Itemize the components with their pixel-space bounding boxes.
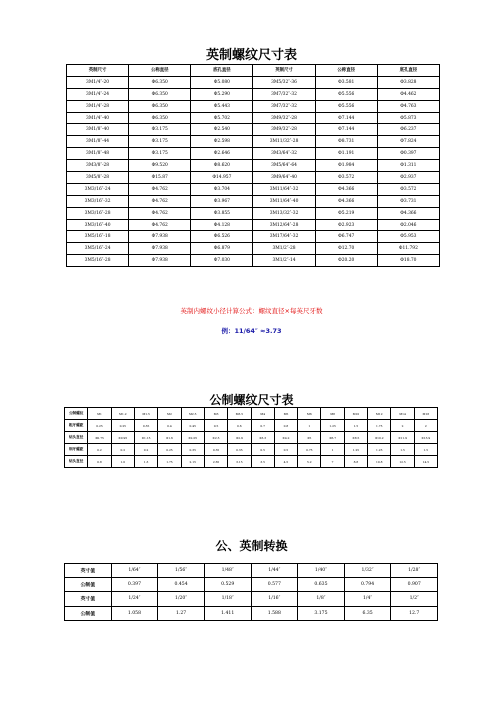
row-header: 英寸值 xyxy=(65,592,112,606)
table-cell: M1 xyxy=(88,408,111,420)
table-cell: Φ7.824 xyxy=(377,136,439,148)
table-cell: M2.5 xyxy=(181,408,204,420)
table-cell: 0.7 xyxy=(251,420,274,432)
table-cell: Φ2.937 xyxy=(377,172,439,184)
table-cell: 1.588 xyxy=(251,606,298,620)
table-cell: 0.6 xyxy=(228,420,251,432)
table-cell: Φ2.9 xyxy=(228,432,251,444)
table-cell: 1 xyxy=(298,420,321,432)
table-row xyxy=(67,100,440,112)
table-cell: 0.25 xyxy=(88,420,111,432)
table-cell: 1 xyxy=(321,444,344,456)
table-row xyxy=(67,160,440,172)
table-cell: Φ3.967 xyxy=(191,195,253,207)
table-cell: Φ3.581 xyxy=(315,76,377,88)
table-cell: Φ4.762 xyxy=(129,207,191,219)
table-cell: 4.5 xyxy=(274,456,297,468)
table-cell: 3M3/16″-28 xyxy=(67,207,129,219)
row-header: 钻头直径 xyxy=(65,432,88,444)
table-cell: Φ4.762 xyxy=(129,183,191,195)
table-cell: Φ5 xyxy=(298,432,321,444)
table-cell: 1.27 xyxy=(158,606,205,620)
table-row xyxy=(65,408,438,420)
table-cell: Φ6.7 xyxy=(321,432,344,444)
table-cell: 0.8 xyxy=(88,456,111,468)
table-cell: 3M5/32″-36 xyxy=(253,76,315,88)
table-cell: 5.2 xyxy=(298,456,321,468)
table-cell: 0.907 xyxy=(391,578,438,592)
table-cell: Φ1.984 xyxy=(315,160,377,172)
table-cell: 0.25 xyxy=(158,444,181,456)
table-cell: Φ4.763 xyxy=(377,100,439,112)
table-cell: 3.175 xyxy=(298,606,345,620)
table-cell: Φ5.873 xyxy=(377,112,439,124)
table-cell: 1.5 xyxy=(344,420,367,432)
table-cell: Φ12.70 xyxy=(315,243,377,255)
row-header: 公制值 xyxy=(65,606,112,620)
table-cell: 1.058 xyxy=(111,606,158,620)
table-row xyxy=(67,112,440,124)
table-cell: Φ2.05 xyxy=(181,432,204,444)
table-cell: M3 xyxy=(204,408,227,420)
table-cell: Φ1.311 xyxy=(377,160,439,172)
table-cell: 3M7/32″-32 xyxy=(253,88,315,100)
row-header: 粗牙螺距 xyxy=(65,420,88,432)
table-cell: 3M9/32″-28 xyxy=(253,112,315,124)
table-cell: Φ6.526 xyxy=(191,231,253,243)
table-cell: 1.3 xyxy=(134,456,157,468)
column-header: 公称直径 xyxy=(129,65,191,77)
table-cell: Φ18.70 xyxy=(377,255,439,267)
table-cell: 0.35 xyxy=(181,444,204,456)
table-cell: 3M5/16″-24 xyxy=(67,243,129,255)
table-row xyxy=(67,243,440,255)
table-cell: 3M13/32″-32 xyxy=(253,207,315,219)
table-cell: 3M1/4″-28 xyxy=(67,100,129,112)
table-cell: 1.25 xyxy=(344,444,367,456)
table-cell: Φ4.366 xyxy=(315,195,377,207)
table-cell: Φ8.5 xyxy=(344,432,367,444)
table-cell: Φ2.923 xyxy=(315,219,377,231)
column-header: 底孔直径 xyxy=(191,65,253,77)
table-cell: Φ5.702 xyxy=(191,112,253,124)
table-cell: 1.5 xyxy=(391,444,414,456)
table-cell: Φ3.828 xyxy=(377,76,439,88)
example-note: 例：11/64″ ≈3.73 xyxy=(221,327,282,335)
table-cell: 3M12/64″-28 xyxy=(253,219,315,231)
table-cell: 0.4 xyxy=(158,420,181,432)
table-cell: Φ7.030 xyxy=(191,255,253,267)
table-cell: 0.25 xyxy=(111,420,134,432)
table-cell: 3M1/2″-28 xyxy=(253,243,315,255)
table-cell: 0.35 xyxy=(204,444,227,456)
table-cell: 3M1/8″-48 xyxy=(67,148,129,160)
table-cell: Φ4.762 xyxy=(129,195,191,207)
table-cell: Φ3.572 xyxy=(377,183,439,195)
table-cell: 1/48″ xyxy=(204,564,251,578)
table-cell: 6.35 xyxy=(344,606,391,620)
table-cell: Φ6.879 xyxy=(191,243,253,255)
table-cell: Φ2.046 xyxy=(377,219,439,231)
table-cell: 12.7 xyxy=(391,606,438,620)
table-row xyxy=(67,76,440,88)
table-cell: Φ7.938 xyxy=(129,255,191,267)
table-cell: 3M5/64″-64 xyxy=(253,160,315,172)
table-cell: 3M1/8″-40 xyxy=(67,124,129,136)
table-cell: Φ4.366 xyxy=(377,207,439,219)
column-header: 底孔直径 xyxy=(377,65,439,77)
table-cell: Φ3.175 xyxy=(129,148,191,160)
table-cell: Φ6.350 xyxy=(129,76,191,88)
table-cell: 1/24″ xyxy=(111,592,158,606)
metric-thread-title: 公制螺纹尺寸表 xyxy=(209,393,294,407)
table-cell: 2.15 xyxy=(181,456,204,468)
row-header: 细牙螺距 xyxy=(65,444,88,456)
table-cell: Φ5.953 xyxy=(377,231,439,243)
table-cell: 3M9/64″-40 xyxy=(253,172,315,184)
imperial-thread-title: 英制螺纹尺寸表 xyxy=(205,48,297,63)
table-cell: M10 xyxy=(344,408,367,420)
table-cell: M1.5 xyxy=(134,408,157,420)
table-cell: 0.45 xyxy=(181,420,204,432)
table-cell: Φ9.520 xyxy=(129,160,191,172)
table-cell: 3M1/8″-44 xyxy=(67,136,129,148)
table-cell: 2 xyxy=(414,420,437,432)
table-row xyxy=(67,183,440,195)
table-cell: 3M1/4″-40 xyxy=(67,112,129,124)
column-header: 英制尺寸 xyxy=(67,65,129,77)
table-cell: 3M3/8″-28 xyxy=(67,160,129,172)
table-cell: M4 xyxy=(251,408,274,420)
formula-note: 英制内螺纹小径计算公式：螺纹直径×每英尺牙数 xyxy=(180,307,323,315)
table-cell: M5 xyxy=(274,408,297,420)
table-cell: Φ0.397 xyxy=(377,148,439,160)
table-row xyxy=(67,231,440,243)
table-cell: Φ7.144 xyxy=(315,112,377,124)
table-cell: Φ2.5 xyxy=(204,432,227,444)
table-cell: 0.397 xyxy=(111,578,158,592)
table-cell: M2 xyxy=(158,408,181,420)
table-cell: 0.35 xyxy=(134,420,157,432)
table-cell: Φ6.350 xyxy=(129,88,191,100)
table-cell: Φ4.128 xyxy=(191,219,253,231)
table-cell: 3M11/64″-32 xyxy=(253,183,315,195)
table-cell: 0.2 xyxy=(111,444,134,456)
table-row xyxy=(67,136,440,148)
table-cell: Φ5.080 xyxy=(191,76,253,88)
table-cell: 3M5/16″-28 xyxy=(67,255,129,267)
table-cell: 1.0 xyxy=(111,456,134,468)
table-cell: Φ4.2 xyxy=(274,432,297,444)
row-header: 公制值 xyxy=(65,578,112,592)
table-cell: 2 xyxy=(391,420,414,432)
table-cell: 3M3/64″-32 xyxy=(253,148,315,160)
table-cell: 0.8 xyxy=(274,420,297,432)
table-cell: 14.5 xyxy=(414,456,437,468)
metric-thread-table xyxy=(64,407,438,468)
table-cell: 3M1/2″-14 xyxy=(253,255,315,267)
table-row xyxy=(65,606,438,620)
table-cell: Φ3.855 xyxy=(191,207,253,219)
table-cell: Φ2.646 xyxy=(191,148,253,160)
table-cell: Φ6.350 xyxy=(129,100,191,112)
table-cell: 3M7/32″-32 xyxy=(253,100,315,112)
table-cell: 0.5 xyxy=(251,444,274,456)
table-row xyxy=(67,148,440,160)
table-cell: 1/2″ xyxy=(391,592,438,606)
table-cell: Φ4.366 xyxy=(315,183,377,195)
table-cell: Φ10.2 xyxy=(368,432,391,444)
table-cell: Φ3.731 xyxy=(377,195,439,207)
table-cell: Φ0.75 xyxy=(88,432,111,444)
table-cell: Φ1.15 xyxy=(134,432,157,444)
table-cell: Φ8.731 xyxy=(315,136,377,148)
table-cell: 3M11/32″-28 xyxy=(253,136,315,148)
table-cell: 3M3/16″-32 xyxy=(67,195,129,207)
table-cell: 3M3/16″-24 xyxy=(67,183,129,195)
table-cell: 1/32″ xyxy=(344,564,391,578)
table-cell: Φ2.540 xyxy=(191,124,253,136)
table-cell: M6 xyxy=(298,408,321,420)
table-row xyxy=(67,207,440,219)
table-row xyxy=(65,578,438,592)
column-header: 公称直径 xyxy=(315,65,377,77)
table-cell: Φ11.9 xyxy=(391,432,414,444)
table-cell: 1/16″ xyxy=(251,592,298,606)
table-cell: Φ5.443 xyxy=(191,100,253,112)
table-cell: Φ11.792 xyxy=(377,243,439,255)
table-cell: Φ4.462 xyxy=(377,88,439,100)
row-header: 公制螺纹 xyxy=(65,408,88,420)
table-header-row xyxy=(67,65,440,77)
table-cell: 1/8″ xyxy=(298,592,345,606)
table-cell: 3M3/16″-40 xyxy=(67,219,129,231)
table-cell: 3M1/4″-20 xyxy=(67,76,129,88)
table-cell: Φ3.572 xyxy=(315,172,377,184)
table-cell: Φ13.9 xyxy=(414,432,437,444)
table-cell: Φ20.20 xyxy=(315,255,377,267)
table-cell: 1.75 xyxy=(368,420,391,432)
table-row xyxy=(67,255,440,267)
table-cell: M14 xyxy=(391,408,414,420)
table-cell: Φ3.704 xyxy=(191,183,253,195)
table-cell: 7 xyxy=(321,456,344,468)
imperial-thread-table xyxy=(66,64,440,267)
table-cell: Φ3.3 xyxy=(251,432,274,444)
table-cell: 3.5 xyxy=(251,456,274,468)
table-cell: Φ4.762 xyxy=(129,219,191,231)
table-row xyxy=(65,592,438,606)
table-cell: Φ1.191 xyxy=(315,148,377,160)
table-cell: M16 xyxy=(414,408,437,420)
table-cell: 3M5/8″-28 xyxy=(67,172,129,184)
table-cell: 0.5 xyxy=(274,444,297,456)
table-cell: 0.794 xyxy=(344,578,391,592)
table-row xyxy=(65,456,438,468)
table-cell: 0.529 xyxy=(204,578,251,592)
table-cell: Φ6.747 xyxy=(315,231,377,243)
table-cell: 1/56″ xyxy=(158,564,205,578)
conversion-table xyxy=(64,563,438,621)
table-cell: Φ3.175 xyxy=(129,124,191,136)
table-cell: 3.15 xyxy=(228,456,251,468)
table-cell: 1/4″ xyxy=(344,592,391,606)
table-row xyxy=(67,195,440,207)
table-cell: 12.5 xyxy=(391,456,414,468)
table-row xyxy=(67,172,440,184)
table-cell: 1.25 xyxy=(321,420,344,432)
table-row xyxy=(65,420,438,432)
table-row xyxy=(67,88,440,100)
table-cell: Φ5.556 xyxy=(315,100,377,112)
table-cell: 0.2 xyxy=(134,444,157,456)
column-header: 英制尺寸 xyxy=(253,65,315,77)
table-cell: 1/28″ xyxy=(391,564,438,578)
table-cell: M8 xyxy=(321,408,344,420)
row-header: 钻头直径 xyxy=(65,456,88,468)
table-cell: Φ0.95 xyxy=(111,432,134,444)
table-cell: 3M1/4″-24 xyxy=(67,88,129,100)
table-cell: 0.35 xyxy=(228,444,251,456)
table-cell: 10.8 xyxy=(368,456,391,468)
table-cell: Φ7.144 xyxy=(315,124,377,136)
table-cell: 1.25 xyxy=(368,444,391,456)
table-row xyxy=(65,444,438,456)
table-cell: Φ5.219 xyxy=(315,207,377,219)
table-cell: Φ5.556 xyxy=(315,88,377,100)
table-cell: 3M17/64″-32 xyxy=(253,231,315,243)
table-cell: 1.5 xyxy=(414,444,437,456)
table-cell: Φ6.237 xyxy=(377,124,439,136)
table-cell: 0.577 xyxy=(251,578,298,592)
table-cell: 1/18″ xyxy=(204,592,251,606)
table-cell: 0.75 xyxy=(298,444,321,456)
table-cell: 1/40″ xyxy=(298,564,345,578)
table-row xyxy=(65,564,438,578)
table-row xyxy=(65,432,438,444)
table-cell: 1/64″ xyxy=(111,564,158,578)
table-cell: 3M5/16″-18 xyxy=(67,231,129,243)
table-row xyxy=(67,219,440,231)
table-cell: Φ2.598 xyxy=(191,136,253,148)
table-cell: 3M9/32″-28 xyxy=(253,124,315,136)
table-cell: Φ7.938 xyxy=(129,231,191,243)
table-cell: 3M11/64″-40 xyxy=(253,195,315,207)
table-cell: 1/20″ xyxy=(158,592,205,606)
table-cell: 0.2 xyxy=(88,444,111,456)
table-cell: 0.454 xyxy=(158,578,205,592)
table-cell: 1.75 xyxy=(158,456,181,468)
table-cell: 1/44″ xyxy=(251,564,298,578)
table-cell: 2.65 xyxy=(204,456,227,468)
table-cell: M12 xyxy=(368,408,391,420)
table-cell: Φ3.175 xyxy=(129,136,191,148)
table-cell: Φ1.6 xyxy=(158,432,181,444)
table-cell: Φ5.290 xyxy=(191,88,253,100)
table-cell: M3.5 xyxy=(228,408,251,420)
conversion-title: 公、英制转换 xyxy=(215,539,288,553)
table-cell: M1.2 xyxy=(111,408,134,420)
row-header: 英寸值 xyxy=(65,564,112,578)
table-cell: 8.8 xyxy=(344,456,367,468)
table-cell: 0.5 xyxy=(204,420,227,432)
table-cell: 0.635 xyxy=(298,578,345,592)
table-row xyxy=(67,124,440,136)
table-cell: Φ7.938 xyxy=(129,243,191,255)
table-cell: Φ15.87 xyxy=(129,172,191,184)
table-cell: Φ8.620 xyxy=(191,160,253,172)
table-cell: Φ6.350 xyxy=(129,112,191,124)
table-cell: Φ14.957 xyxy=(191,172,253,184)
table-cell: 1.411 xyxy=(204,606,251,620)
